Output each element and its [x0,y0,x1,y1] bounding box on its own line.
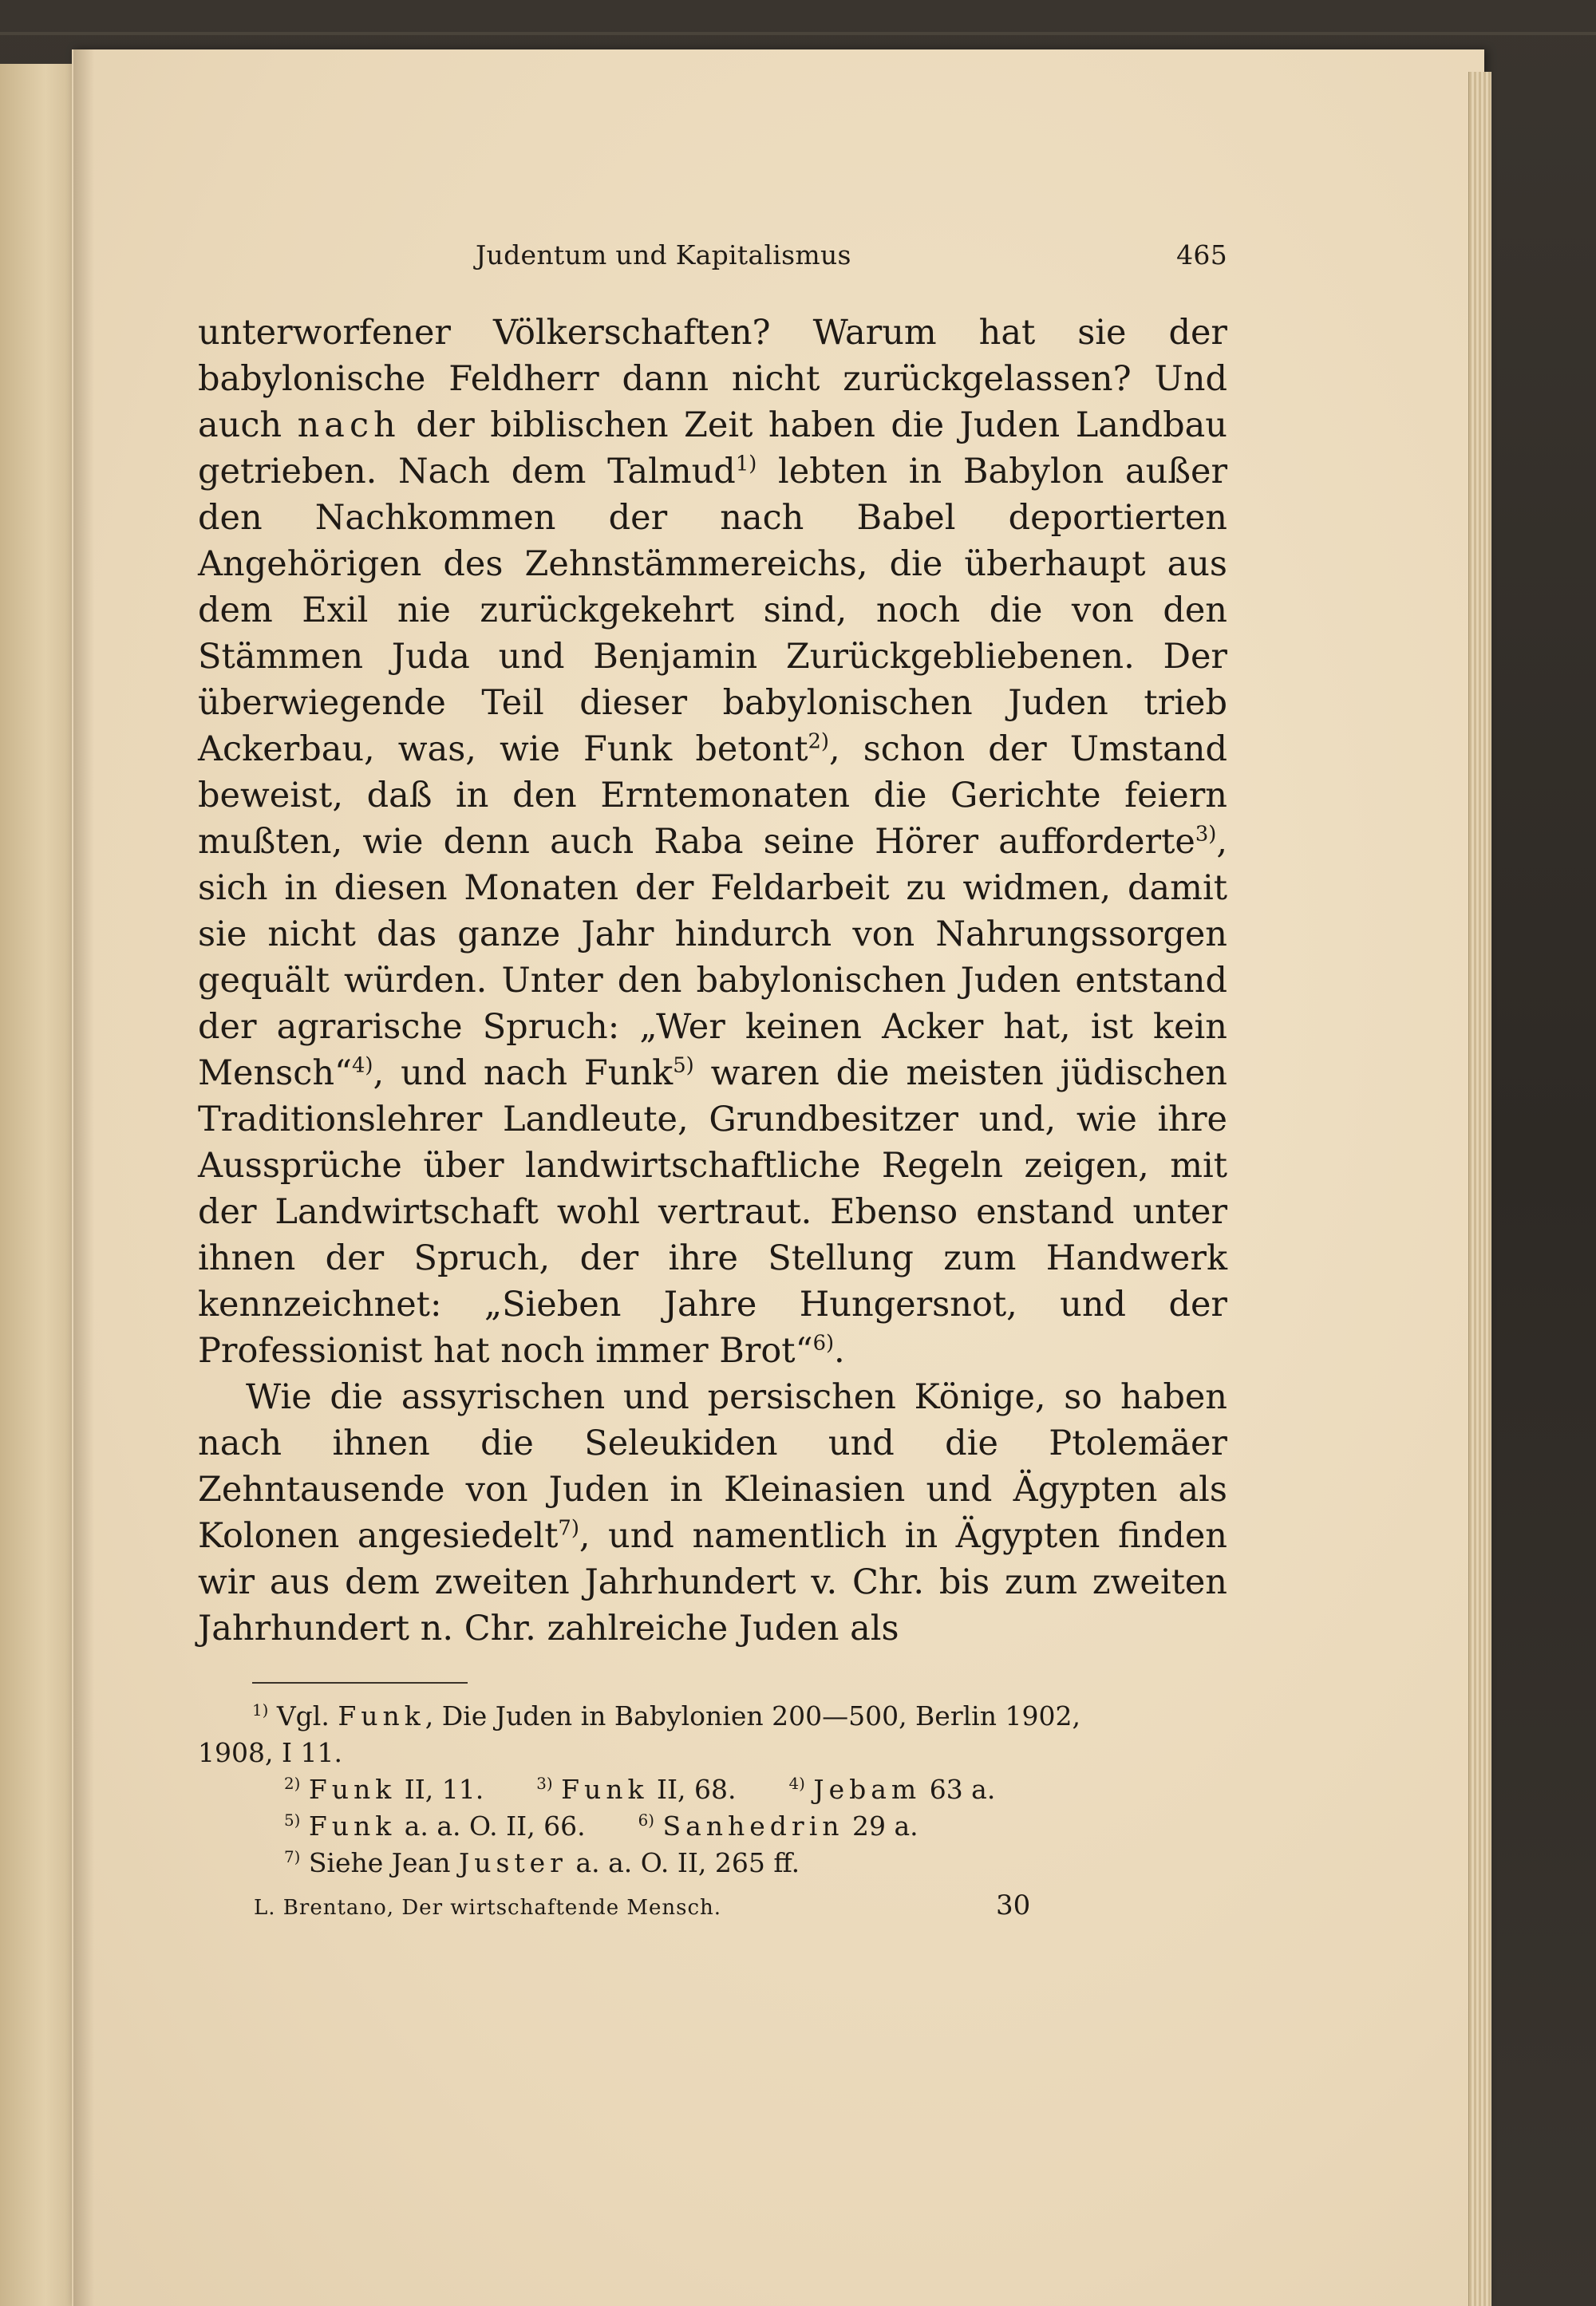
publication-imprint: L. Brentano, Der wirtschaftende Mensch. [254,1896,722,1920]
scanner-edge [0,32,1596,35]
footnote-ref: 2) [808,729,829,754]
footnote-author: Sanhedrin [662,1810,844,1842]
footnote-text: , Die Juden in Babylonien 200—500, Berlin 1902, [425,1700,1080,1731]
footnote-marker: 4) [788,1775,805,1793]
footnote-author: Funk [308,1774,397,1805]
footnote-marker: 2) [284,1775,301,1793]
printer-imprint [198,1889,1227,1929]
footnote-7-content [284,1845,800,1882]
signature-mark: 30 [996,1889,1031,1921]
footnote-ref: 1) [735,452,757,476]
footnote-text: 63 a. [929,1774,996,1805]
paragraph-2 [198,1374,1227,1652]
page-stack-edge [1468,72,1491,2306]
footnote-marker: 7) [284,1848,301,1866]
footnote-text: a. a. O. II, 66. [404,1810,586,1842]
text-segment: waren die meisten jüdischen Traditionslehrer Landleute, Grundbesitzer und, wie ihre Aussprüche über landwirtschaftliche Regeln zeigen, mit der Landwirtschaft wohl vertraut. Ebenso enstand unter ihnen der Spruch, der ihre Stellung zum Handwerk kennzeichnet: „Sieben Jahre Hungersnot, und der Professionist hat noch immer Brot“ [198,1053,1227,1371]
running-header [198,239,1227,287]
footnote-ref: 3) [1195,822,1217,847]
page-gutter-shadow [73,49,94,2306]
text-segment: , und namentlich in Ägypten finden wir aus dem zweiten Jahrhundert v. Chr. bis zum zweiten Jahrhundert n. Chr. zahlreiche Juden als [198,1516,1228,1649]
footnote-author: Juster [458,1847,567,1878]
paragraph-1 [198,310,1227,1374]
page-number: 465 [1176,239,1227,270]
footnote-marker: 5) [284,1811,301,1830]
running-title: Judentum und Kapitalismus [476,239,851,270]
text-segment: der biblischen Zeit haben die Juden Landbau getrieben. Nach dem Talmud [198,405,1227,492]
text-segment: , sich in diesen Monaten der Feldarbeit zu widmen, damit sie nicht das ganze Jahr hindurch von Nahrungssorgen gequält würden. Unter den babylonischen Juden entstand der agrarische Spruch: „Wer keinen Acker hat, ist kein Mensch“ [198,822,1227,1093]
footnote-1 [198,1698,1227,1735]
footnote-marker: 3) [536,1775,553,1793]
footnote-ref: 7) [558,1516,579,1541]
footnote-marker: 1) [252,1701,269,1720]
footnote-author: Funk [308,1810,397,1842]
footnote-text: Vgl. [276,1700,330,1731]
footnote-2 [284,1771,484,1808]
footnote-ref: 4) [352,1053,373,1078]
footnote-row-2-4 [198,1771,1227,1808]
footnote-marker: 6) [638,1811,654,1830]
footnote-7 [198,1845,1227,1882]
text-segment: unterworfener Völkerschaften? Warum hat sie der babylonische Feldherr dann nicht zurückgelassen? Und auch [198,313,1227,445]
page-content [198,239,1227,1929]
footnote-ref: 5) [673,1053,694,1078]
footnote-text: a. a. O. II, 265 ff. [575,1847,800,1878]
footnote-3 [536,1771,736,1808]
footnote-text: II, 68. [656,1774,737,1805]
footnote-1-continuation: 1908, I 11. [198,1737,342,1768]
emphasis-nach: nach [297,405,401,445]
footnote-6 [638,1808,918,1845]
footnote-4 [789,1771,996,1808]
text-segment: , und nach Funk [373,1053,674,1093]
footnote-text: Siehe Jean [308,1847,451,1878]
text-segment: , schon der Umstand beweist, daß in den Erntemonaten die Gerichte feiern mußten, wie denn auch Raba seine Hörer aufforderte [198,729,1227,862]
footnote-author: Funk [561,1774,649,1805]
facing-page-edge [0,64,77,2306]
footnote-ref: 6) [812,1331,835,1356]
footnote-row-5-6 [198,1808,1227,1845]
footnote-divider [252,1682,468,1684]
body-text [198,310,1227,1652]
footnote-5 [284,1808,586,1845]
footnote-text: II, 11. [404,1774,484,1805]
text-segment: lebten in Babylon außer den Nachkommen der nach Babel deportierten Angehörigen des Zehnstämmereichs, die überhaupt aus dem Exil nie zurückgekehrt sind, noch die von den Stämmen Juda und Benjamin Zurückgebliebenen. Der überwiegende Teil dieser babylonischen Juden trieb Ackerbau, was, wie Funk betont [198,452,1228,769]
footnote-author: Funk [338,1700,425,1731]
text-segment: Wie die assyrischen und persischen Könige, so haben nach ihnen die Seleukiden und die Ptolemäer Zehntausende von Juden in Kleinasien und Ägypten als Kolonen angesiedelt [198,1377,1227,1556]
footnotes [198,1698,1227,1882]
footnote-text: 29 a. [852,1810,918,1842]
text-segment: . [834,1331,845,1371]
footnote-author: Jebam [813,1774,922,1805]
